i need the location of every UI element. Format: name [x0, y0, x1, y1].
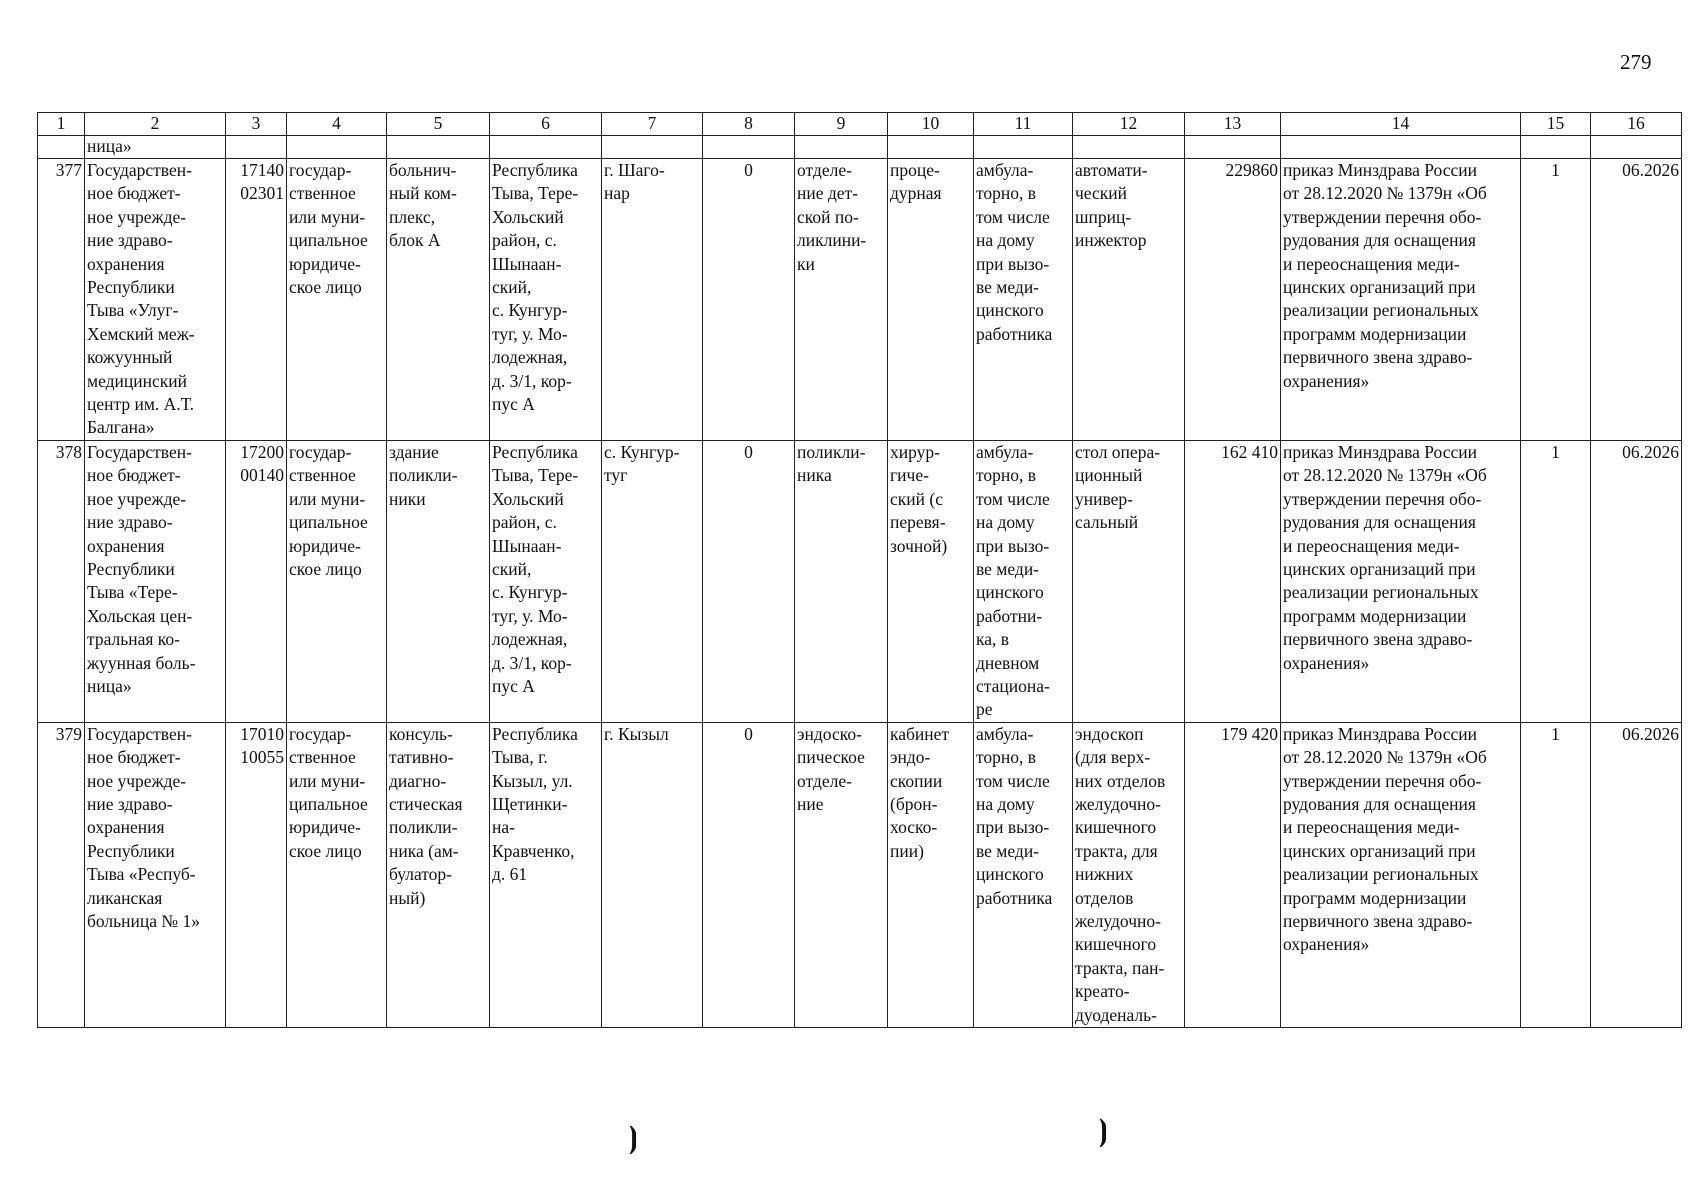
header-cell: 7 [602, 113, 703, 136]
header-cell: 16 [1591, 113, 1682, 136]
cost: 229860 [1185, 159, 1281, 441]
room: проце- дурная [888, 159, 974, 441]
quantity: 1 [1521, 722, 1591, 1027]
header-cell: 4 [287, 113, 387, 136]
quantity: 1 [1521, 440, 1591, 722]
equipment: эндоскоп (для верх- них отделов желудочно- кишечного тракта, для нижних отделов желудочно- кишечного тракта, пан- креато- дуоденаль- [1073, 722, 1185, 1027]
institution-name: Государствен- ное бюджет- ное учрежде- ние здраво- охранения Республики Тыва «Улуг- Хемский меж- кожуунный медицинский центр им. А.Т. Балгана» [85, 159, 226, 441]
header-cell: 6 [490, 113, 602, 136]
equipment: автомати- ческий шприц- инжектор [1073, 159, 1185, 441]
column-number-header [38, 113, 1682, 136]
header-cell: 13 [1185, 113, 1281, 136]
table-row [38, 440, 1682, 722]
date: 06.2026 [1591, 722, 1682, 1027]
column-8-value: 0 [703, 159, 795, 441]
scan-mark: ⦘ [628, 1120, 638, 1155]
header-cell: 1 [38, 113, 85, 136]
header-cell: 12 [1073, 113, 1185, 136]
locality: с. Кунгур- туг [602, 440, 703, 722]
table-row [38, 159, 1682, 441]
care-conditions: амбула- торно, в том числе на дому при вызо- ве меди- цинского работника [974, 159, 1073, 441]
address: Республика Тыва, г. Кызыл, ул. Щетинки- на- Кравченко, д. 61 [490, 722, 602, 1027]
institution-code: 17140 02301 [226, 159, 287, 441]
scan-mark: ⦘ [1098, 1113, 1108, 1148]
locality: г. Шаго- нар [602, 159, 703, 441]
address: Республика Тыва, Тере- Хольский район, с. Шынаан- ский, с. Кунгур- туг, у. Мо- лодежная, д. 3/1, кор- пус А [490, 440, 602, 722]
cost: 179 420 [1185, 722, 1281, 1027]
order-reference: приказ Минздрава России от 28.12.2020 № 1379н «Об утверждении перечня обо- рудования для оснащения и переоснащения меди- цинских организаций при реализации региональных программ модернизации первичного звена здраво- охранения» [1281, 722, 1521, 1027]
department: эндоско- пическое отделе- ние [795, 722, 888, 1027]
page-number: 279 [1620, 50, 1652, 74]
table-row [38, 722, 1682, 1027]
cost: 162 410 [1185, 440, 1281, 722]
registry-table [37, 112, 1682, 1028]
address: Республика Тыва, Тере- Хольский район, с. Шынаан- ский, с. Кунгур- туг, у. Мо- лодежная, д. 3/1, кор- пус А [490, 159, 602, 441]
header-cell: 3 [226, 113, 287, 136]
institution-code: 17010 10055 [226, 722, 287, 1027]
institution-name: Государствен- ное бюджет- ное учрежде- ние здраво- охранения Республики Тыва «Тере- Хольская цен- тральная ко- жуунная боль- ница» [85, 440, 226, 722]
building: больнич- ный ком- плекс, блок А [387, 159, 490, 441]
continuation-row [38, 136, 1682, 159]
header-cell: 5 [387, 113, 490, 136]
header-cell: 11 [974, 113, 1073, 136]
header-cell: 14 [1281, 113, 1521, 136]
header-cell: 9 [795, 113, 888, 136]
legal-entity-type: государ- ственное или муни- ципальное юридиче- ское лицо [287, 722, 387, 1027]
header-cell: 15 [1521, 113, 1591, 136]
row-number: 378 [38, 440, 85, 722]
building: консуль- тативно- диагно- стическая поликли- ника (ам- булатор- ный) [387, 722, 490, 1027]
room: кабинет эндо- скопии (брон- хоско- пии) [888, 722, 974, 1027]
row-number: 379 [38, 722, 85, 1027]
header-cell: 10 [888, 113, 974, 136]
institution-name: Государствен- ное бюджет- ное учрежде- ние здраво- охранения Республики Тыва «Респуб- ликанская больница № 1» [85, 722, 226, 1027]
legal-entity-type: государ- ственное или муни- ципальное юридиче- ское лицо [287, 159, 387, 441]
equipment: стол опера- ционный универ- сальный [1073, 440, 1185, 722]
order-reference: приказ Минздрава России от 28.12.2020 № 1379н «Об утверждении перечня обо- рудования для оснащения и переоснащения меди- цинских организаций при реализации региональных программ модернизации первичного звена здраво- охранения» [1281, 440, 1521, 722]
date: 06.2026 [1591, 440, 1682, 722]
column-8-value: 0 [703, 722, 795, 1027]
row-number: 377 [38, 159, 85, 441]
department: отделе- ние дет- ской по- ликлини- ки [795, 159, 888, 441]
department: поликли- ника [795, 440, 888, 722]
care-conditions: амбула- торно, в том числе на дому при вызо- ве меди- цинского работника [974, 722, 1073, 1027]
date: 06.2026 [1591, 159, 1682, 441]
column-8-value: 0 [703, 440, 795, 722]
order-reference: приказ Минздрава России от 28.12.2020 № 1379н «Об утверждении перечня обо- рудования для оснащения и переоснащения меди- цинских организаций при реализации региональных программ модернизации первичного звена здраво- охранения» [1281, 159, 1521, 441]
header-cell: 8 [703, 113, 795, 136]
room: хирур- гиче- ский (с перевя- зочной) [888, 440, 974, 722]
header-cell: 2 [85, 113, 226, 136]
care-conditions: амбула- торно, в том числе на дому при вызо- ве меди- цинского работни- ка, в дневном стационa- ре [974, 440, 1073, 722]
locality: г. Кызыл [602, 722, 703, 1027]
building: здание поликли- ники [387, 440, 490, 722]
legal-entity-type: государ- ственное или муни- ципальное юридиче- ское лицо [287, 440, 387, 722]
institution-code: 17200 00140 [226, 440, 287, 722]
continued-text: ница» [85, 136, 226, 159]
quantity: 1 [1521, 159, 1591, 441]
